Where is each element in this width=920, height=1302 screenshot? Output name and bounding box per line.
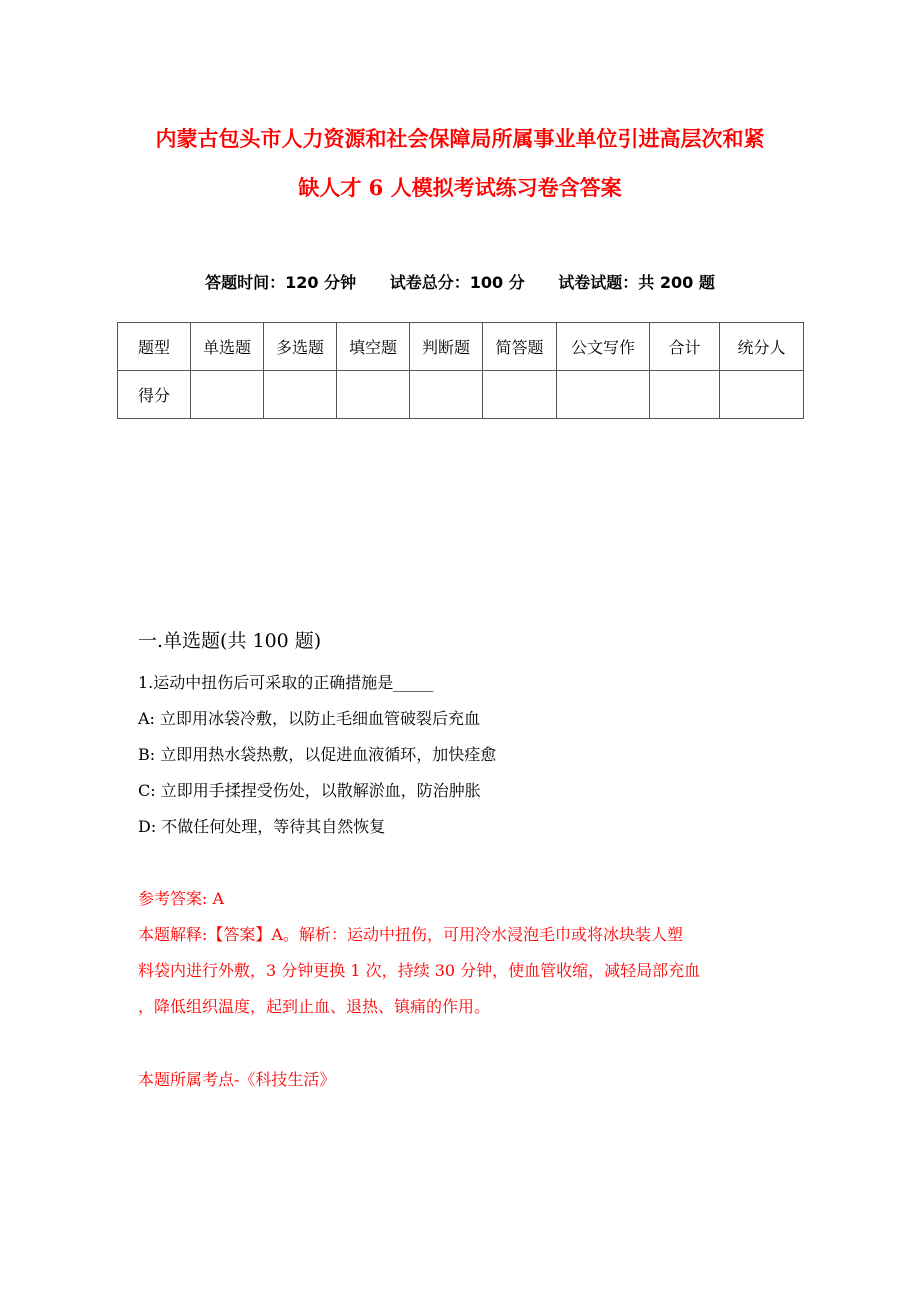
explanation-line: 料袋内进行外敷，3 分钟更换 1 次，持续 30 分钟，使血管收缩，减轻局部充血 [138, 961, 701, 980]
exam-time: 答题时间：120 分钟 [205, 273, 357, 292]
table-cell: 公文写作 [557, 323, 650, 371]
table-cell: 题型 [118, 323, 191, 371]
table-header-row [118, 323, 804, 371]
exam-meta [0, 270, 920, 293]
table-cell [650, 371, 720, 419]
table-cell: 简答题 [483, 323, 557, 371]
option-b: B: 立即用热水袋热敷，以促进血液循环，加快痊愈 [138, 745, 497, 764]
score-table [117, 322, 804, 419]
table-row [118, 371, 804, 419]
table-cell: 多选题 [264, 323, 337, 371]
doc-title-line2: 缺人才 6 人模拟考试练习卷含答案 [298, 175, 622, 200]
table-cell [557, 371, 650, 419]
table-cell [264, 371, 337, 419]
option-a: A: 立即用冰袋冷敷，以防止毛细血管破裂后充血 [138, 709, 481, 728]
reference-answer: 参考答案: A [138, 889, 225, 908]
option-c: C: 立即用手揉捏受伤处，以散解淤血，防治肿胀 [138, 781, 481, 800]
explanation-line: ，降低组织温度，起到止血、退热、镇痛的作用。 [138, 997, 491, 1016]
doc-title-line1: 内蒙古包头市人力资源和社会保障局所属事业单位引进高层次和紧 [155, 126, 765, 151]
topic-tag: 本题所属考点-《科技生活》 [138, 1070, 336, 1089]
table-cell: 得分 [118, 371, 191, 419]
table-cell: 填空题 [337, 323, 410, 371]
table-cell [483, 371, 557, 419]
section-title: 一.单选题(共 100 题) [138, 630, 322, 652]
table-cell: 合计 [650, 323, 720, 371]
table-cell [191, 371, 264, 419]
exam-question-count: 试卷试题：共 200 题 [558, 273, 715, 292]
table-cell [410, 371, 483, 419]
table-cell [720, 371, 804, 419]
table-cell: 统分人 [720, 323, 804, 371]
explanation-line: 本题解释:【答案】A。解析：运动中扭伤，可用冷水浸泡毛巾或将冰块装人塑 [138, 925, 683, 944]
exam-total-score: 试卷总分：100 分 [389, 273, 525, 292]
table-cell: 单选题 [191, 323, 264, 371]
option-d: D: 不做任何处理，等待其自然恢复 [138, 817, 386, 836]
table-cell [337, 371, 410, 419]
table-cell: 判断题 [410, 323, 483, 371]
question-stem: 1.运动中扭伤后可采取的正确措施是_____ [138, 673, 434, 692]
